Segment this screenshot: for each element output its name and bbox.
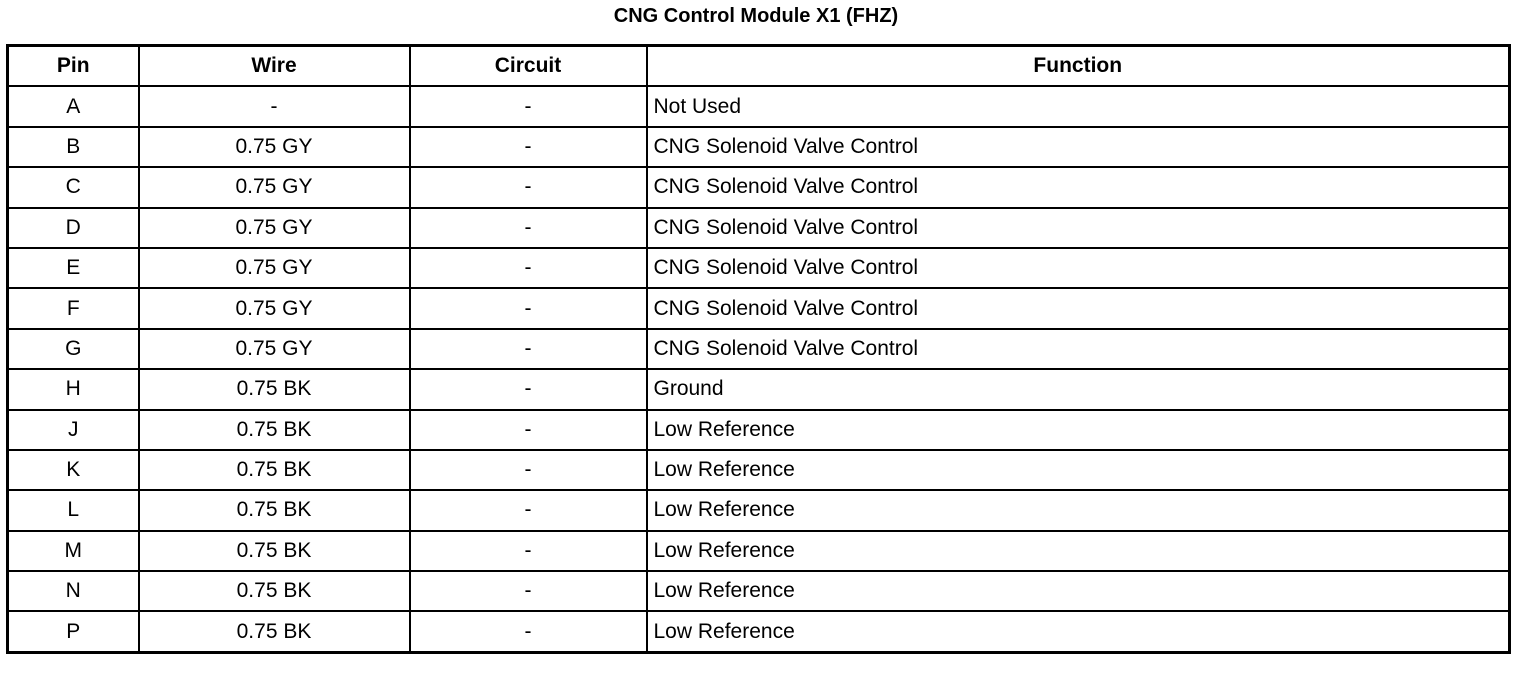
pin-cell: A (8, 86, 139, 126)
wire-cell: 0.75 BK (139, 611, 410, 652)
circuit-cell: - (410, 410, 647, 450)
wire-cell: 0.75 GY (139, 127, 410, 167)
pin-cell: N (8, 571, 139, 611)
pin-cell: B (8, 127, 139, 167)
pin-cell: P (8, 611, 139, 652)
table-row (8, 208, 1510, 248)
pin-cell: H (8, 369, 139, 409)
table-row (8, 288, 1510, 328)
page-title: CNG Control Module X1 (FHZ) (613, 5, 899, 27)
pin-cell: G (8, 329, 139, 369)
wire-cell: - (139, 86, 410, 126)
circuit-cell: - (410, 248, 647, 288)
circuit-cell: - (410, 329, 647, 369)
table-row (8, 167, 1510, 207)
column-header-pin: Pin (8, 46, 139, 87)
pin-cell: C (8, 167, 139, 207)
function-cell: Ground (647, 369, 1510, 409)
function-cell: Low Reference (647, 571, 1510, 611)
table-row (8, 410, 1510, 450)
table-row (8, 531, 1510, 571)
circuit-cell: - (410, 167, 647, 207)
wire-cell: 0.75 GY (139, 167, 410, 207)
circuit-cell: - (410, 611, 647, 652)
function-cell: CNG Solenoid Valve Control (647, 329, 1510, 369)
circuit-cell: - (410, 127, 647, 167)
function-cell: CNG Solenoid Valve Control (647, 167, 1510, 207)
pin-cell: M (8, 531, 139, 571)
wire-cell: 0.75 GY (139, 248, 410, 288)
table-header-row (8, 46, 1510, 87)
circuit-cell: - (410, 571, 647, 611)
function-cell: Low Reference (647, 611, 1510, 652)
wire-cell: 0.75 BK (139, 531, 410, 571)
circuit-cell: - (410, 450, 647, 490)
pin-cell: K (8, 450, 139, 490)
function-cell: CNG Solenoid Valve Control (647, 127, 1510, 167)
wire-cell: 0.75 BK (139, 490, 410, 530)
table-row (8, 450, 1510, 490)
table-row (8, 329, 1510, 369)
function-cell: Low Reference (647, 490, 1510, 530)
wire-cell: 0.75 BK (139, 369, 410, 409)
wire-cell: 0.75 BK (139, 410, 410, 450)
table-row (8, 490, 1510, 530)
pin-cell: L (8, 490, 139, 530)
function-cell: Low Reference (647, 410, 1510, 450)
function-cell: Not Used (647, 86, 1510, 126)
wire-cell: 0.75 GY (139, 288, 410, 328)
wire-cell: 0.75 BK (139, 571, 410, 611)
function-cell: Low Reference (647, 450, 1510, 490)
column-header-wire: Wire (139, 46, 410, 87)
column-header-function: Function (647, 46, 1510, 87)
function-cell: Low Reference (647, 531, 1510, 571)
function-cell: CNG Solenoid Valve Control (647, 208, 1510, 248)
circuit-cell: - (410, 531, 647, 571)
table-row (8, 248, 1510, 288)
circuit-cell: - (410, 490, 647, 530)
table-row (8, 571, 1510, 611)
pin-cell: E (8, 248, 139, 288)
function-cell: CNG Solenoid Valve Control (647, 288, 1510, 328)
pin-cell: F (8, 288, 139, 328)
table-row (8, 86, 1510, 126)
table-body (8, 86, 1510, 652)
table-row (8, 611, 1510, 652)
pinout-table (6, 44, 1511, 654)
column-header-circuit: Circuit (410, 46, 647, 87)
pin-cell: D (8, 208, 139, 248)
table-row (8, 369, 1510, 409)
circuit-cell: - (410, 208, 647, 248)
circuit-cell: - (410, 288, 647, 328)
wire-cell: 0.75 BK (139, 450, 410, 490)
pin-cell: J (8, 410, 139, 450)
wire-cell: 0.75 GY (139, 329, 410, 369)
table-row (8, 127, 1510, 167)
function-cell: CNG Solenoid Valve Control (647, 248, 1510, 288)
wire-cell: 0.75 GY (139, 208, 410, 248)
circuit-cell: - (410, 369, 647, 409)
circuit-cell: - (410, 86, 647, 126)
